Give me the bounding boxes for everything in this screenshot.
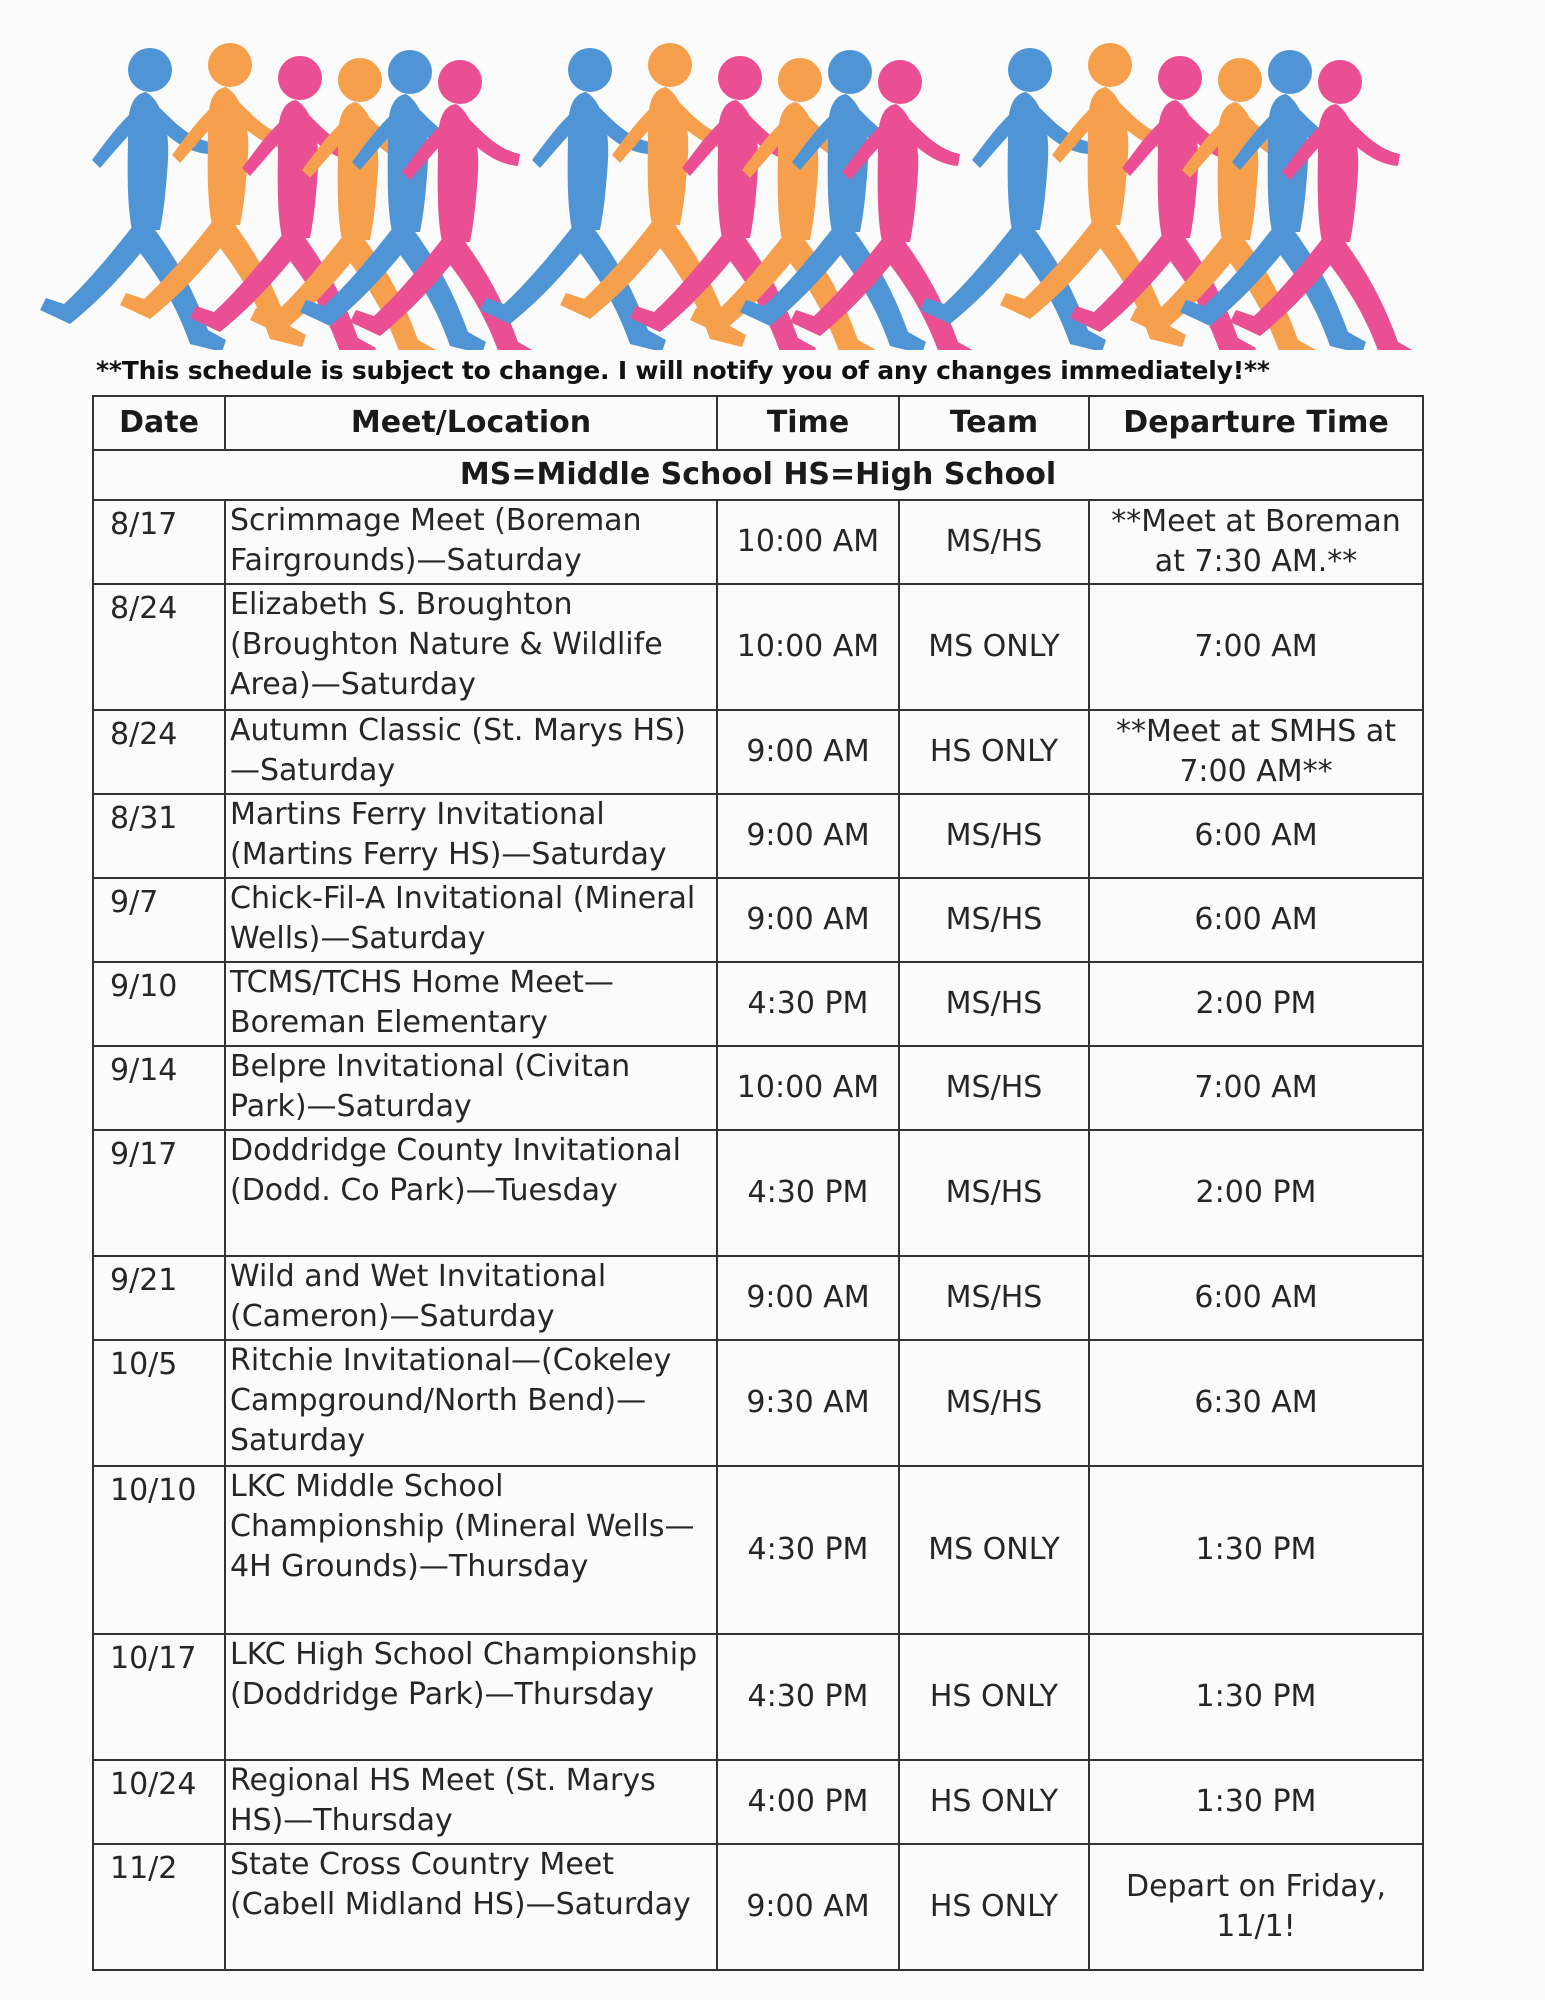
header-time: Time [717,396,899,450]
cell-departure-time: 6:00 AM [1089,1256,1423,1340]
cell-team: MS/HS [899,1340,1089,1466]
schedule-table [92,395,1424,1971]
runner-group-3 [920,43,1416,350]
header-meet-location: Meet/Location [225,396,717,450]
cell-date: 9/14 [93,1046,225,1130]
cell-time: 9:00 AM [717,1844,899,1970]
table-row [93,1760,1423,1844]
cell-meet-location: LKC High School Championship (Doddridge Park)—Thursday [225,1634,717,1760]
running-people-icon [30,0,1450,350]
header-departure-time: Departure Time [1089,396,1423,450]
cell-team: MS/HS [899,1046,1089,1130]
header-date: Date [93,396,225,450]
table-row [93,794,1423,878]
schedule-notice: **This schedule is subject to change. I will notify you of any changes immediately!** [96,356,1270,385]
cell-departure-time: 6:00 AM [1089,878,1423,962]
cell-departure-time: 2:00 PM [1089,962,1423,1046]
cell-date: 10/17 [93,1634,225,1760]
legend-row [93,450,1423,500]
cell-time: 9:00 AM [717,878,899,962]
table-row [93,962,1423,1046]
cell-time: 10:00 AM [717,1046,899,1130]
cell-date: 10/24 [93,1760,225,1844]
table-row [93,1634,1423,1760]
cell-team: MS/HS [899,1130,1089,1256]
table-row [93,1844,1423,1970]
runner-group-2 [480,43,976,350]
cell-date: 8/17 [93,500,225,584]
cell-date: 11/2 [93,1844,225,1970]
cell-departure-time: **Meet at Boreman at 7:30 AM.** [1089,500,1423,584]
table-row [93,1466,1423,1634]
cell-team: MS/HS [899,962,1089,1046]
cell-team: HS ONLY [899,710,1089,794]
cell-departure-time: 1:30 PM [1089,1634,1423,1760]
cell-team: HS ONLY [899,1760,1089,1844]
cell-departure-time: 7:00 AM [1089,584,1423,710]
cell-time: 9:00 AM [717,710,899,794]
cell-date: 8/31 [93,794,225,878]
cell-meet-location: Chick-Fil-A Invitational (Mineral Wells)—Saturday [225,878,717,962]
cell-date: 9/10 [93,962,225,1046]
cell-time: 4:30 PM [717,1130,899,1256]
header-row [93,396,1423,450]
cell-team: MS/HS [899,878,1089,962]
table-row [93,1130,1423,1256]
cell-team: HS ONLY [899,1634,1089,1760]
cell-date: 9/17 [93,1130,225,1256]
cell-meet-location: Scrimmage Meet (Boreman Fairgrounds)—Saturday [225,500,717,584]
cell-team: HS ONLY [899,1844,1089,1970]
cell-departure-time: 2:00 PM [1089,1130,1423,1256]
cell-meet-location: Regional HS Meet (St. Marys HS)—Thursday [225,1760,717,1844]
cell-meet-location: Wild and Wet Invitational (Cameron)—Saturday [225,1256,717,1340]
cell-time: 9:00 AM [717,794,899,878]
cell-meet-location: Doddridge County Invitational (Dodd. Co Park)—Tuesday [225,1130,717,1256]
cell-time: 4:30 PM [717,1634,899,1760]
cell-meet-location: TCMS/TCHS Home Meet—Boreman Elementary [225,962,717,1046]
cell-time: 4:30 PM [717,962,899,1046]
cell-departure-time: 1:30 PM [1089,1760,1423,1844]
cell-date: 8/24 [93,584,225,710]
cell-date: 9/21 [93,1256,225,1340]
table-row [93,1256,1423,1340]
cell-date: 8/24 [93,710,225,794]
cell-meet-location: Belpre Invitational (Civitan Park)—Saturday [225,1046,717,1130]
cell-departure-time: 6:00 AM [1089,794,1423,878]
cell-meet-location: Autumn Classic (St. Marys HS)—Saturday [225,710,717,794]
cell-departure-time: Depart on Friday, 11/1! [1089,1844,1423,1970]
table-row [93,500,1423,584]
cell-time: 10:00 AM [717,500,899,584]
cell-time: 9:00 AM [717,1256,899,1340]
cell-departure-time: 6:30 AM [1089,1340,1423,1466]
cell-time: 10:00 AM [717,584,899,710]
runner-group-1 [40,43,536,350]
table-row [93,878,1423,962]
cell-meet-location: Ritchie Invitational—(Cokeley Campground/North Bend)—Saturday [225,1340,717,1466]
cell-date: 9/7 [93,878,225,962]
cell-meet-location: LKC Middle School Championship (Mineral Wells—4H Grounds)—Thursday [225,1466,717,1634]
legend-text: MS=Middle School HS=High School [93,450,1423,500]
cell-meet-location: Elizabeth S. Broughton (Broughton Nature & Wildlife Area)—Saturday [225,584,717,710]
cell-time: 9:30 AM [717,1340,899,1466]
cell-date: 10/10 [93,1466,225,1634]
cell-time: 4:30 PM [717,1466,899,1634]
cell-meet-location: Martins Ferry Invitational (Martins Ferry HS)—Saturday [225,794,717,878]
cell-team: MS ONLY [899,584,1089,710]
table-row [93,1340,1423,1466]
cell-meet-location: State Cross Country Meet (Cabell Midland HS)—Saturday [225,1844,717,1970]
cell-team: MS/HS [899,794,1089,878]
cell-departure-time: **Meet at SMHS at 7:00 AM** [1089,710,1423,794]
cell-time: 4:00 PM [717,1760,899,1844]
table-row [93,710,1423,794]
cell-departure-time: 7:00 AM [1089,1046,1423,1130]
runners-banner [30,0,1450,350]
header-team: Team [899,396,1089,450]
cell-team: MS/HS [899,1256,1089,1340]
table-row [93,1046,1423,1130]
table-row [93,584,1423,710]
cell-team: MS/HS [899,500,1089,584]
cell-team: MS ONLY [899,1466,1089,1634]
cell-departure-time: 1:30 PM [1089,1466,1423,1634]
cell-date: 10/5 [93,1340,225,1466]
